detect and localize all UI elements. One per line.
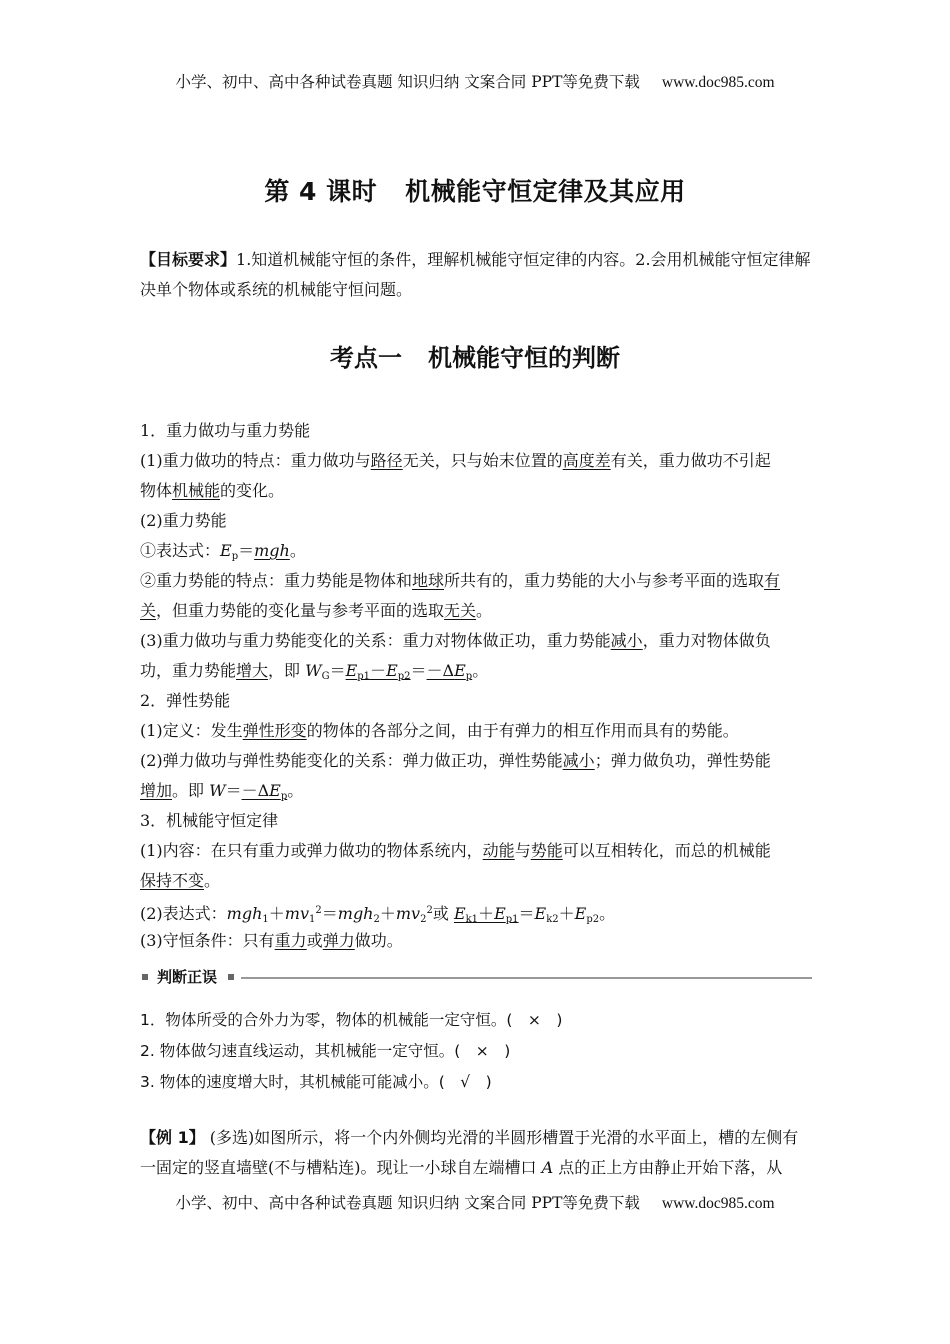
elastic-pe-definition: (1)定义：发生弹性形变的物体的各部分之间，由于有弹力的相互作用而具有的势能。	[140, 721, 739, 740]
judge-label: 判断正误	[157, 968, 218, 986]
judge-item: 1．物体所受的合外力为零，物体的机械能一定守恒。( × )	[140, 1011, 563, 1029]
footer-url[interactable]: www.doc985.com	[661, 1195, 775, 1212]
objectives-text: 1.知道机械能守恒的条件，理解机械能守恒定律的内容。2.会用机械能守恒定律解决单个物体或系统的机械能守恒问题。	[140, 250, 811, 299]
objectives	[140, 245, 812, 305]
heading-conservation-law: 3．机械能守恒定律	[140, 811, 279, 830]
judge-item: 3. 物体的速度增大时，其机械能可能减小。( √ )	[140, 1073, 492, 1091]
example-1: 【例 1】 (多选)如图所示，将一个内外侧均光滑的半圆形槽置于光滑的水平面上，槽的左侧有一固定的竖直墙壁(不与槽粘连)。现让一小球自左端槽口 A 点的正上方由静止开始下落，从	[140, 1128, 799, 1177]
footer-text: 小学、初中、高中各种试卷真题 知识归纳 文案合同 PPT等免费下载	[175, 1194, 640, 1212]
section-title	[0, 338, 950, 373]
gravity-pe-feature-line2: 关，但重力势能的变化量与参考平面的选取无关。	[140, 601, 493, 620]
gravity-pe-feature-line1: ②重力势能的特点：重力势能是物体和地球所共有的，重力势能的大小与参考平面的选取有	[140, 571, 781, 590]
header-text: 小学、初中、高中各种试卷真题 知识归纳 文案合同 PPT等免费下载	[175, 73, 640, 91]
gravity-work-feature-line1: (1)重力做功的特点：重力做功与路径无关，只与始末位置的高度差有关，重力做功不引起	[140, 451, 771, 470]
bullet-square-icon	[228, 974, 234, 980]
heading-gravity-work: 1．重力做功与重力势能	[140, 421, 311, 440]
judge-section-bar	[140, 966, 812, 990]
section-topic: 机械能守恒的判断	[428, 344, 620, 372]
elastic-pe-relation-line2: 增加。即 $W=-\Delta E_p$。	[140, 781, 304, 802]
judge-item: 2. 物体做匀速直线运动，其机械能一定守恒。( × )	[140, 1042, 511, 1060]
section-number: 考点一	[330, 344, 402, 372]
heading-elastic-pe: 2．弹性势能	[140, 691, 231, 710]
objectives-label: 【目标要求】	[140, 250, 237, 269]
page-footer	[0, 1191, 950, 1213]
elastic-pe-relation-line1: (2)弹力做功与弹性势能变化的关系：弹力做正功，弹性势能减小；弹力做负功，弹性势能	[140, 751, 771, 770]
lesson-title	[0, 172, 950, 208]
gravity-work-pe-relation-line1: (3)重力做功与重力势能变化的关系：重力对物体做正功，重力势能减小，重力对物体做负	[140, 631, 771, 650]
conservation-content-line1: (1)内容：在只有重力或弹力做功的物体系统内，动能与势能可以互相转化，而总的机械能	[140, 841, 771, 860]
conservation-expression: (2)表达式：$mgh_1+mv_1^2=mgh_2+mv_2^2$或 $E_{k1}+E_{p1}=E_{k2}+E_{p2}$。	[140, 904, 616, 925]
gravity-pe-expression: ①表达式：$E_p=mgh$。	[140, 541, 306, 562]
lesson-topic: 机械能守恒定律及其应用	[405, 177, 686, 206]
header-url[interactable]: www.doc985.com	[661, 74, 775, 91]
gravity-work-feature-line2: 物体机械能的变化。	[140, 481, 285, 500]
example-label: 【例 1】	[140, 1128, 205, 1147]
page-header	[0, 70, 950, 92]
conservation-condition: (3)守恒条件：只有重力或弹力做功。	[140, 931, 403, 950]
lesson-number: 第 4 课时	[264, 177, 378, 206]
conservation-content-line2: 保持不变。	[140, 871, 221, 890]
bullet-square-icon	[142, 974, 148, 980]
heading-gravity-pe: (2)重力势能	[140, 511, 227, 530]
divider	[241, 977, 812, 979]
gravity-work-pe-relation-line2: 功，重力势能增大，即 $W_G=E_{p1}-E_{p2}=-\Delta E_p$。	[140, 661, 489, 682]
